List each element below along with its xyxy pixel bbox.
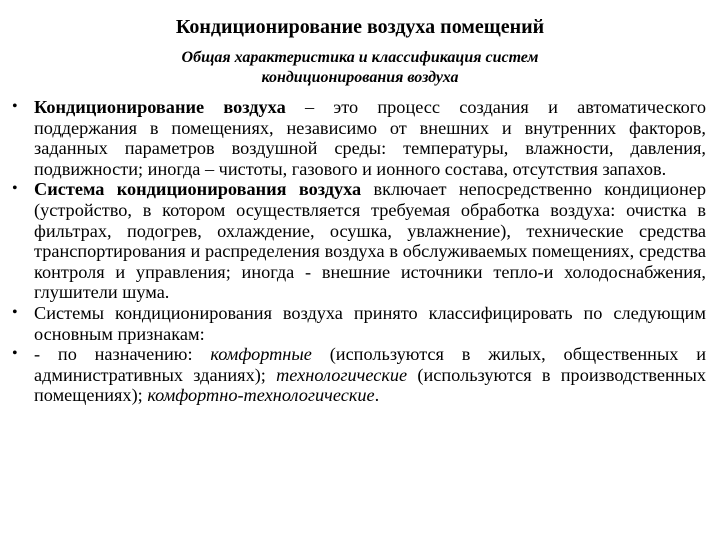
bullet-text: - по назначению: bbox=[34, 344, 211, 365]
bullet-text: (используются в жилых, общественных и административных зданиях); bbox=[34, 344, 706, 385]
bullet-purpose bbox=[0, 344, 720, 406]
bullet-term: Система кондиционирования воздуха bbox=[34, 179, 362, 200]
bullet-list bbox=[0, 97, 720, 406]
bullet-icon: • bbox=[12, 303, 18, 321]
bullet-text: . bbox=[374, 385, 380, 406]
bullet-icon: • bbox=[12, 180, 18, 198]
bullet-text: включает непосредственно кондиционер (устройство, в котором осуществляется требуемая обработка воздуха: очистка в фильтрах, подогрев, охлаждение, осушка, увлажнение), технические средства транспортирования и распределения воздуха в обслуживаемых помещениях, средства контроля и управления; иногда - внешние источники тепло-и холодоснабжения, глушители шума. bbox=[34, 179, 706, 303]
bullet-classification bbox=[0, 303, 720, 344]
bullet-system bbox=[0, 179, 720, 303]
bullet-text: Системы кондиционирования воздуха принято классифицировать по следующим основным признакам: bbox=[34, 302, 706, 344]
slide-title: Кондиционирование воздуха помещений bbox=[175, 16, 545, 38]
bullet-definition bbox=[0, 97, 720, 179]
type-comfort-technological: комфортно-технологические bbox=[147, 385, 375, 406]
bullet-text: (используются в производственных помещениях); bbox=[34, 364, 706, 406]
type-technological: технологические bbox=[276, 364, 408, 385]
slide-subtitle: Общая характеристика и классификация систем кондиционирования воздуха bbox=[181, 49, 539, 86]
bullet-icon: • bbox=[12, 345, 18, 363]
bullet-term: Кондиционирование воздуха bbox=[34, 97, 286, 117]
type-comfort: комфортные bbox=[210, 344, 312, 365]
bullet-icon: • bbox=[12, 98, 18, 115]
bullet-text: – это процесс создания и автоматического поддержания в помещениях, независимо от внешних и внутренних факторов, заданных параметров воздушной среды: температуры, влажности, давления, подвижности; иногда – чистоты, газового и ионного состава, отсутствия запахов. bbox=[34, 97, 706, 179]
